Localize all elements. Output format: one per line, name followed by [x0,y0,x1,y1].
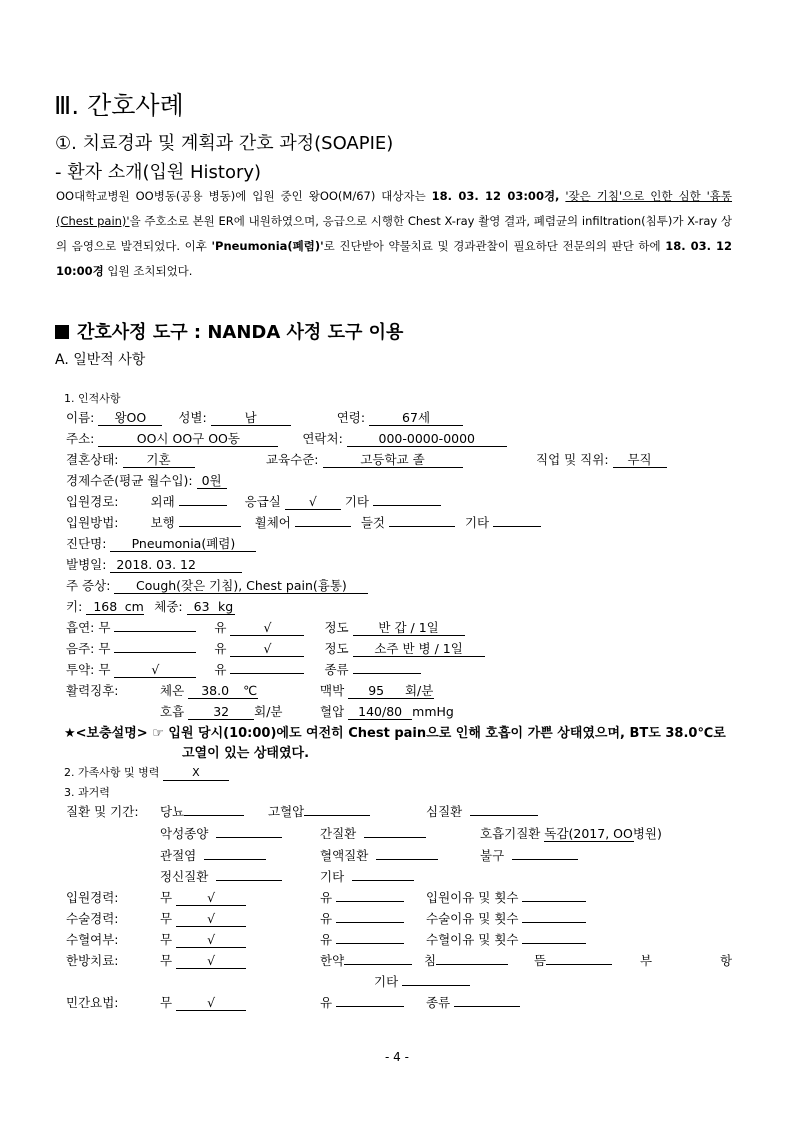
label: 무 [160,890,173,905]
label: 고혈압 [268,804,305,819]
blank [522,910,586,923]
herbal-bu: 부 [640,953,653,968]
admission-check: √ [176,891,246,906]
intro-paragraph [56,184,732,284]
label: 체중: [154,599,183,614]
label: 입원방법: [66,515,119,530]
row-pr [320,681,434,699]
row-job [536,450,667,468]
herbal-hang: 항 [720,953,733,968]
intro-date: 18. 03. 12 03:00경, [431,189,560,203]
label: 직업 및 직위: [536,452,609,467]
label: 불구 [480,848,505,863]
row-admission-method [66,513,541,531]
blank [454,994,520,1007]
heart-row [426,802,538,820]
sex-field: 남 [211,411,291,426]
medication-check: √ [114,663,196,678]
intro-chief-complaint: '잦은 기침'으로 인한 심한 '흉통(Chest pain)' [56,189,733,228]
note-line-1: 입원 당시(10:00)에도 여전히 Chest pain으로 인해 호흡이 가쁜 상태였으며, BT도 38.0℃로 [168,726,726,741]
blank [184,803,244,816]
blank [546,952,612,965]
address-field: OO시 OO구 OO동 [98,432,278,447]
admission-reason [426,888,586,906]
blank [493,514,541,527]
blank [512,847,578,860]
weight-unit: kg [218,599,234,614]
smoking-degree-field: 반 갑 / 1일 [353,621,465,636]
label: 뜸 [534,953,547,968]
label: 악성종양 [160,826,209,841]
label: 종류 [324,662,349,677]
blank [402,973,470,986]
label: 성별: [178,410,207,425]
resp-row [480,824,662,842]
drinking-check: √ [230,642,304,657]
label: 유 [320,932,333,947]
mental-row [160,867,282,885]
label: 기타 [320,869,345,884]
label: 관절염 [160,848,197,863]
respiration-unit: 회/분 [254,704,283,719]
row-smoking [66,618,465,636]
row-bt [160,681,258,699]
herbal-etc [374,972,470,990]
label: 기타 [464,515,490,530]
blank [336,931,404,944]
herbal-med [320,951,412,969]
label: 주소: [66,431,95,446]
row-economy [66,471,227,489]
cancer-row [160,824,282,842]
row-onset [66,555,242,573]
label: 기타 [344,494,369,509]
folk-check: √ [176,996,246,1011]
square-bullet-icon [55,325,69,339]
row-drinking [66,639,485,657]
label: 정신질환 [160,869,209,884]
note-prefix: ★<보충설명> ☞ [64,726,169,741]
intro-text: 로 진단받아 약물치료 및 경과관찰이 필요하단 전문의의 판단 하에 [323,239,666,253]
label: 입원경로: [66,494,119,509]
label: 호흡기질환 [480,826,541,841]
folk-kind [426,993,520,1011]
label: 외래 [150,494,175,509]
s1-title: 1. 인적사항 [64,392,121,405]
marital-field: 기혼 [123,453,195,468]
temperature-field: 38.0 [188,684,242,699]
supplementary-note [64,722,726,741]
label: 유 [214,641,227,656]
blank [230,661,304,674]
admission-yes [320,888,404,906]
section-a-title: A. 일반적 사항 [55,352,146,368]
surgery-history-row [160,909,246,927]
section-title: ①. 치료경과 및 계획과 간호 과정(SOAPIE) [55,133,394,154]
row-name [66,408,463,426]
label: 무 [160,932,173,947]
blank [336,889,404,902]
s3-title: 3. 과거력 [64,786,110,799]
pulse-field: 95 [348,684,404,699]
label: 교육수준: [266,452,319,467]
diagnosis-field: Pneumonia(폐렴) [110,537,256,552]
label: 호흡 [160,704,185,719]
row-education [266,450,463,468]
label: 혈압 [320,704,345,719]
row-diagnosis [66,534,256,552]
label: 결혼상태: [66,452,119,467]
label: 연령: [336,410,366,425]
page-number: - 4 - [385,1050,409,1064]
blank [376,847,438,860]
temperature-unit: ℃ [243,683,258,698]
intro-date: 18. 03. 12 10:00경 [56,239,732,278]
blank [364,825,426,838]
label: 응급실 [244,494,281,509]
row-admission-route [66,492,441,510]
blank [295,514,351,527]
label: 종류 [426,995,451,1010]
respiratory-history-field: 독감(2017, OO병원) [544,826,662,841]
education-field: 고등학교 졸 [323,453,463,468]
label: 맥박 [320,683,345,698]
tool-title: 간호사정 도구 : NANDA 사정 도구 이용 [77,322,404,343]
label: 무 [160,953,173,968]
blank [436,952,508,965]
subsection-title: - 환자 소개(입원 History) [55,162,262,183]
label: 유 [214,662,227,677]
label: 진단명: [66,536,107,551]
label: 당뇨 [160,804,185,819]
transfusion-yes [320,930,404,948]
folk-row [160,993,246,1011]
weight-field: 63 [187,600,217,615]
row-marital [66,450,195,468]
label: 정도 [324,620,349,635]
herbal-check: √ [176,954,246,969]
height-field: 168 [86,600,124,615]
drinking-degree-field: 소주 반 병 / 1일 [353,642,485,657]
label: 유 [320,995,333,1010]
label: 주 증상: [66,578,111,593]
blank [522,889,586,902]
folk-yes [320,993,404,1011]
joint-row [160,846,266,864]
onset-field: 2018. 03. 12 [110,558,242,573]
blank [389,514,455,527]
label: 흡연: 무 [66,620,111,635]
name-field: 왕OO [98,411,162,426]
etc-row [320,867,414,885]
blank [336,994,404,1007]
label: 이름: [66,410,95,425]
label: 기타 [374,974,399,989]
label: 입원이유 및 횟수 [426,890,519,905]
blank [470,803,538,816]
blood-pressure-unit: mmHg [412,704,454,719]
label: 발병일: [66,557,107,572]
herbal-row [160,951,246,969]
label: 한약 [320,953,345,968]
label: 연락처: [302,431,343,446]
folk-label: 민간요법: [66,995,119,1010]
age-field: 67세 [369,411,463,426]
chief-complaint-field: Cough(잦은 기침), Chest pain(흉통) [114,579,368,594]
blank [352,868,414,881]
surgery-reason [426,909,586,927]
label: 간질환 [320,826,357,841]
er-check: √ [285,495,341,510]
row-chief-complaint [66,576,368,594]
transfusion-label: 수혈여부: [66,932,119,947]
label: 유 [320,911,333,926]
label: 무 [160,995,173,1010]
label: 수혈이유 및 횟수 [426,932,519,947]
admission-history-row [160,888,246,906]
vital-signs-label: 활력징후: [66,683,119,698]
blank [522,931,586,944]
blank [216,825,282,838]
blank [114,640,196,653]
contact-field: 000-0000-0000 [347,432,507,447]
s2-title: 2. 가족사항 및 병력 [64,766,160,779]
blank [179,493,227,506]
intro-diagnosis: 'Pneumonia(폐렴)' [211,239,324,253]
label: 체온 [160,683,185,698]
htn-row [268,802,370,820]
label: 투약: 무 [66,662,111,677]
label: 수술이유 및 횟수 [426,911,519,926]
surgery-check: √ [176,912,246,927]
transfusion-reason [426,930,586,948]
blank [179,514,241,527]
label: 무 [160,911,173,926]
herbal-label: 한방치료: [66,953,119,968]
blank [216,868,282,881]
blank [344,952,412,965]
blank [304,803,370,816]
label: 유 [214,620,227,635]
tool-heading [55,318,403,344]
transfusion-row [160,930,246,948]
label: 들것 [360,515,385,530]
disease-label: 질환 및 기간: [66,804,139,819]
disability-row [480,846,578,864]
s2-row [64,764,229,781]
herbal-moxa [534,951,612,969]
label: 음주: 무 [66,641,111,656]
herbal-acu [424,951,508,969]
blank [353,661,421,674]
label: 휠체어 [254,515,291,530]
label: 정도 [324,641,349,656]
dm-row [160,802,244,820]
row-bp [320,702,454,720]
label: 유 [320,890,333,905]
intro-text: 을 주호소로 본원 ER에 내원하였으며, 응급으로 시행한 Chest X-ray 촬영 결과, 폐렴균의 infiltration(침투)가 X-ray 상의 음영으로 발견되었다. 이후 [56,214,733,253]
admission-history-label: 입원경력: [66,890,119,905]
transfusion-check: √ [176,933,246,948]
row-medication [66,660,421,678]
label: 혈액질환 [320,848,369,863]
job-field: 무직 [613,453,667,468]
liver-row [320,824,426,842]
label: 심질환 [426,804,463,819]
blood-pressure-field: 140/80 [348,705,412,720]
chapter-title: Ⅲ. 간호사례 [54,91,184,120]
blank [336,910,404,923]
label: 경제수준(평균 월수입): [66,473,193,488]
family-history-field: X [163,766,229,781]
smoking-check: √ [230,621,304,636]
label: 침 [424,953,437,968]
blank [204,847,266,860]
row-address [66,429,507,447]
note-line-2: 고열이 있는 상태였다. [182,746,310,761]
label: 보행 [150,515,175,530]
label: 키: [66,599,83,614]
economy-field: 0원 [197,474,227,489]
surgery-history-label: 수술경력: [66,911,119,926]
intro-text: 입원 조치되었다. [103,264,193,278]
height-unit: cm [124,599,144,614]
intro-text: OO대학교병원 OO병동(공용 병동)에 입원 중인 왕OO(M/67) 대상자는 [56,189,432,203]
blood-row [320,846,438,864]
row-height-weight [66,597,235,615]
respiration-field: 32 [188,705,254,720]
blank [114,619,196,632]
blank [373,493,441,506]
pulse-unit: 회/분 [404,683,434,698]
surgery-yes [320,909,404,927]
row-rr [160,702,283,720]
